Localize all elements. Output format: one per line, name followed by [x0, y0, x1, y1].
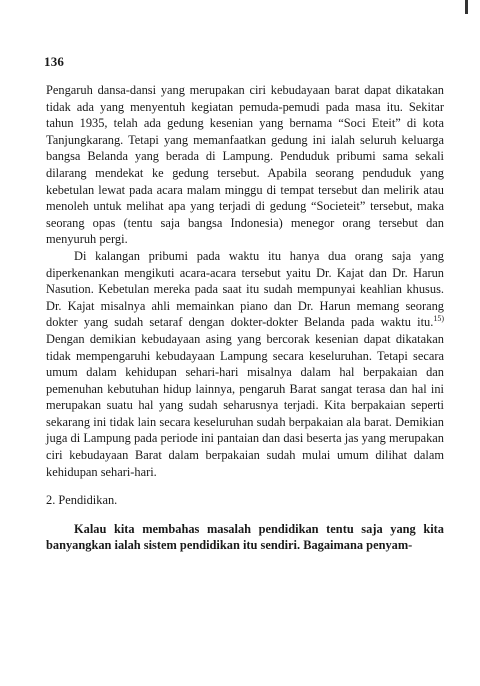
page-body — [46, 82, 444, 554]
paragraph-text: Di kalangan pribumi pada waktu itu hanya dua orang saja yang diperkenankan mengikuti acara-acara tersebut yaitu Dr. Kajat dan Dr. Harun Nasution. Kebetulan mereka pada saat itu sudah mempunyai keahlian khusus. Dr. Kajat misalnya ahli memainkan piano dan Dr. Harun memang seorang dokter yang sudah setaraf dengan dokter-dokter Belanda pada waktu itu. — [46, 248, 444, 330]
page-edge-mark — [465, 0, 468, 14]
footnote-reference: 15) — [433, 314, 444, 324]
section-heading: 2. Pendidikan. — [46, 493, 118, 508]
paragraph-kalangan-pribumi — [46, 248, 444, 480]
page-number: 136 — [44, 54, 65, 69]
paragraph-pendidikan: Kalau kita membahas masalah pendidikan tentu saja yang kita banyangkan ialah sistem pendidikan itu sendiri. Bagaimana penyam- — [46, 521, 444, 553]
paragraph-text-continued: Dengan demikian kebudayaan asing yang bercorak kesenian dapat dikatakan tidak mempengaruhi kebudayaan Lampung secara keseluruhan. Tetapi secara umum dalam kehidupan sehari-hari misalnya dalam hal berpakaian dan pemenuhan kebutuhan hidup lainnya, pengaruh Barat sangat terasa dan hal ini merupakan suatu hal yang sudah seharusnya terjadi. Kita berpakaian seperti sekarang ini tidak lain secara keseluruhan sudah berpakaian ala barat. Demikian juga di Lampung pada periode ini pantaian dan dasi beserta jas yang merupakan ciri kebudayaan Barat dalam berpakaian sudah mulai umum dilihat dalam kehidupan sehari-hari. — [46, 331, 444, 479]
paragraph-dansa-dansi: Pengaruh dansa-dansi yang merupakan ciri kebudayaan barat dapat dikatakan tidak ada yang menyentuh kegiatan pemuda-pemudi pada masa itu. Sekitar tahun 1935, telah ada gedung kesenian yang bernama “Soci Eteit” di kota Tanjungkarang. Tetapi yang memanfaatkan gedung ini ialah seluruh keluarga bangsa Belanda yang berada di Lampung. Penduduk pribumi sama sekali dilarang mendekat ke gedung tersebut. Apabila seorang penduduk yang kebetulan lewat pada acara malam minggu di tempat tersebut dan melirik atau menoleh untuk melihat apa yang terjadi di gedung “Societeit” tersebut, maka seorang opas (tentu saja bangsa Indonesia) menegor orang tersebut dan menyuruh pergi. — [46, 83, 444, 247]
